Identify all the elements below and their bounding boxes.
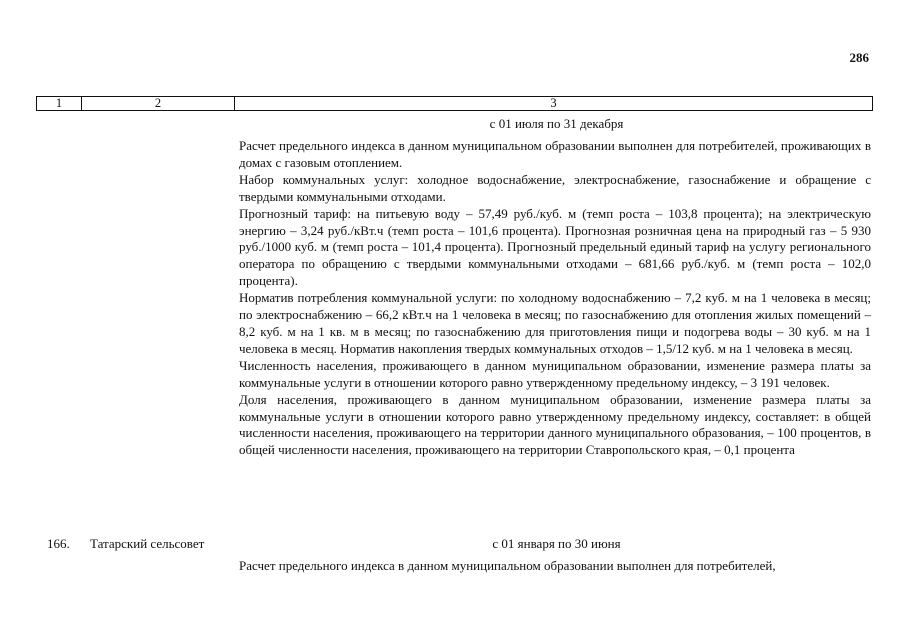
paragraph-services-set: Набор коммунальных услуг: холодное водоснабжение, электроснабжение, газоснабжение и обращение с твердыми коммунальными отходами. xyxy=(239,171,871,204)
column-header-2: 2 xyxy=(82,97,235,111)
paragraph-calculation-basis: Расчет предельного индекса в данном муниципальном образовании выполнен для потребителей, проживающих в домах с газовым отоплением. xyxy=(239,138,871,170)
paragraph-population-share: Доля населения, проживающего в данном муниципальном образовании, изменение размера платы за коммунальные услуги в отношении которого равно утвержденному предельному индексу, составляет: в общей численности населения, проживающего на территории данного муниципального образования, – 100 процентов, в общей численности населения, проживающего на территории Ставропольского края, – 0,1 процента xyxy=(239,391,871,458)
column-header-row xyxy=(37,97,873,111)
row-description xyxy=(239,138,871,459)
column-header-3: 3 xyxy=(235,97,873,111)
paragraph-consumption-norms: Норматив потребления коммунальной услуги: по холодному водоснабжению – 7,2 куб. м на 1 человека в месяц; по электроснабжению – 66,2 кВт.ч на 1 человека в месяц; по газоснабжению для отопления жилых помещений – 8,2 куб. м на 1 кв. м в месяц; по газоснабжению для приготовления пищи и подогрева воды – 30 куб. м на 1 человека в месяц. Норматив накопления твердых коммунальных отходов – 1,5/12 куб. м на 1 человека в месяц. xyxy=(239,290,871,356)
column-header-table xyxy=(36,96,873,111)
period-heading: с 01 января по 30 июня xyxy=(492,536,621,551)
page-number: 286 xyxy=(849,50,869,65)
paragraph-calculation-basis: Расчет предельного индекса в данном муниципальном образовании выполнен для потребителей, xyxy=(239,558,776,573)
paragraph-forecast-tariffs: Прогнозный тариф: на питьевую воду – 57,49 руб./куб. м (темп роста – 103,8 процента); на электрическую энергию – 3,24 руб./кВт.ч (темп роста – 101,6 процента). Прогнозная розничная цена на природный газ – 5 930 руб./1000 куб. м (темп роста – 101,4 процента). Прогнозный предельный единый тариф на услугу регионального оператора по обращению с твердыми коммунальными отходами – 681,66 руб./куб. м (темп роста – 102,0 процента). xyxy=(239,205,871,289)
row-number: 166. xyxy=(47,536,70,551)
paragraph-population-count: Численность населения, проживающего в данном муниципальном образовании, изменение размера платы за коммунальные услуги в отношении которого равно утвержденному предельному индексу, – 3 191 человек. xyxy=(239,357,871,390)
period-heading: с 01 июля по 31 декабря xyxy=(489,116,624,131)
column-header-1: 1 xyxy=(37,97,82,111)
row-description xyxy=(239,558,871,575)
municipality-name: Татарский сельсовет xyxy=(90,536,205,551)
